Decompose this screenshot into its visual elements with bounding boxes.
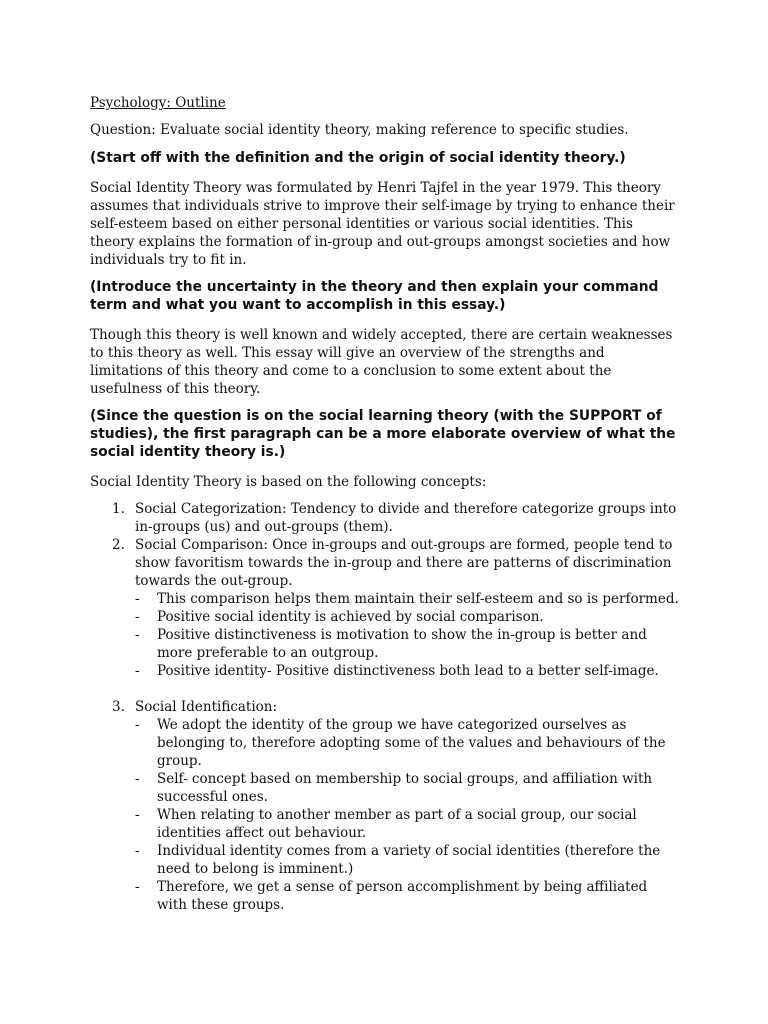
bullet-text: We adopt the identity of the group we have categorized ourselves as belonging to, therefore adopting some of the values and behaviours of the group. [157,717,666,769]
bullet-text: Therefore, we get a sense of person accomplishment by being affiliated with these groups. [157,879,648,913]
bullet-text: Positive social identity is achieved by social comparison. [157,609,544,625]
bullet-text: Positive distinctiveness is motivation to show the in-group is better and more preferable to an outgroup. [157,627,647,661]
dash-marker: - [135,663,140,679]
dash-marker: - [135,771,140,787]
bullet-item [135,590,680,608]
bullet-text: This comparison helps them maintain their self-esteem and so is performed. [157,591,679,607]
outline-note-1: (Start off with the definition and the origin of social identity theory.) [90,150,626,166]
bullet-text: When relating to another member as part of a social group, our social identities affect out behaviour. [157,807,637,841]
bullet-text: Positive identity- Positive distinctiveness both lead to a better self-image. [157,663,659,679]
bullet-item [135,608,680,626]
concepts-intro: Social Identity Theory is based on the following concepts: [90,474,487,490]
dash-marker: - [135,609,140,625]
concept-item [90,536,680,680]
document-title: Psychology: Outline [90,95,226,111]
concept-text: Social Categorization: Tendency to divide and therefore categorize groups into in-groups (us) and out-groups (them). [135,501,677,535]
paragraph-definition: Social Identity Theory was formulated by Henri Tajfel in the year 1979. This theory assumes that individuals strive to improve their self-image by trying to enhance their self-esteem based on either personal identities or various social identities. This theory explains the formation of in-group and out-groups amongst societies and how individuals try to fit in. [90,180,675,268]
bullet-text: Self- concept based on membership to social groups, and affiliation with successful ones. [157,771,653,805]
concept-number: 2. [112,537,125,553]
concept-number: 1. [112,501,125,517]
bullet-item [135,842,680,878]
bullet-item [135,770,680,806]
dash-marker: - [135,807,140,823]
bullet-item [135,878,680,914]
concept-text: Social Comparison: Once in-groups and out-groups are formed, people tend to show favoritism towards the in-group and there are patterns of discrimination towards the out-group. [135,537,673,589]
list-spacer [90,680,680,698]
concept-bullets [135,590,680,680]
concept-number: 3. [112,699,125,715]
bullet-item [135,662,680,680]
dash-marker: - [135,843,140,859]
bullet-item [135,626,680,662]
bullet-text: Individual identity comes from a variety of social identities (therefore the need to belong is imminent.) [157,843,661,877]
dash-marker: - [135,879,140,895]
concepts-list [90,500,680,914]
bullet-item [135,806,680,842]
concept-item [90,500,680,536]
essay-question: Question: Evaluate social identity theory, making reference to specific studies. [90,122,629,138]
outline-note-2: (Introduce the uncertainty in the theory and then explain your command term and what you want to accomplish in this essay.) [90,279,659,313]
concept-text: Social Identification: [135,699,278,715]
outline-note-3: (Since the question is on the social learning theory (with the SUPPORT of studies), the first paragraph can be a more elaborate overview of what the social identity theory is.) [90,408,676,460]
concept-bullets [135,716,680,914]
dash-marker: - [135,591,140,607]
dash-marker: - [135,627,140,643]
paragraph-overview: Though this theory is well known and widely accepted, there are certain weaknesses to this theory as well. This essay will give an overview of the strengths and limitations of this theory and come to a conclusion to some extent about the usefulness of this theory. [90,327,673,397]
concept-item [90,698,680,914]
bullet-item [135,716,680,770]
dash-marker: - [135,717,140,733]
